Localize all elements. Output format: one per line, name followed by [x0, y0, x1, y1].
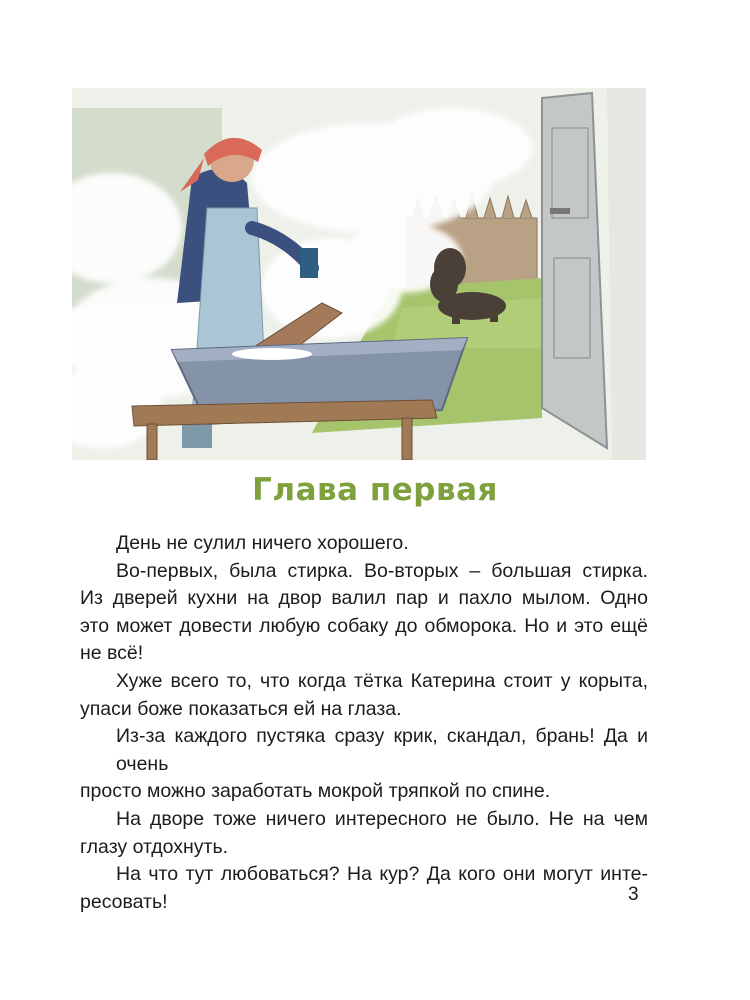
text-line: На дворе тоже ничего интересного не было. Не на чем: [116, 807, 648, 830]
text-line: просто можно заработать мокрой тряпкой по спине.: [80, 780, 551, 803]
page-number: 3: [628, 884, 639, 905]
text-line: Хуже всего то, что когда тётка Катерина стоит у корыта,: [116, 669, 648, 692]
chapter-illustration: [72, 88, 646, 460]
text-line: Во-первых, была стирка. Во-вторых – большая стирка.: [116, 559, 648, 582]
text-line: ресовать!: [80, 890, 168, 913]
paragraph: [80, 558, 648, 668]
story-text: [80, 530, 648, 916]
text-line: это может довести любую собаку до обморока. Но и это ещё: [80, 614, 648, 637]
paragraph: [80, 861, 648, 916]
text-line: Из-за каждого пустяка сразу крик, скандал, брань! Да и очень: [116, 725, 648, 775]
laundry-scene-picture: [72, 88, 646, 460]
text-line: На что тут любоваться? На кур? Да кого они могут инте-: [116, 863, 648, 886]
paragraph: [80, 723, 648, 806]
open-door: [542, 88, 646, 460]
text-line: День не сулил ничего хорошего.: [116, 532, 409, 554]
text-line: глазу отдохнуть.: [80, 835, 229, 858]
text-line: упаси боже показаться ей на глаза.: [80, 697, 402, 720]
paragraph: [80, 668, 648, 723]
paragraph: [80, 530, 648, 558]
text-line: Из дверей кухни на двор валил пар и пахло мылом. Одно: [80, 587, 648, 610]
text-line: не всё!: [80, 642, 144, 665]
paragraph: [80, 806, 648, 861]
chapter-title: Глава первая: [252, 472, 498, 508]
